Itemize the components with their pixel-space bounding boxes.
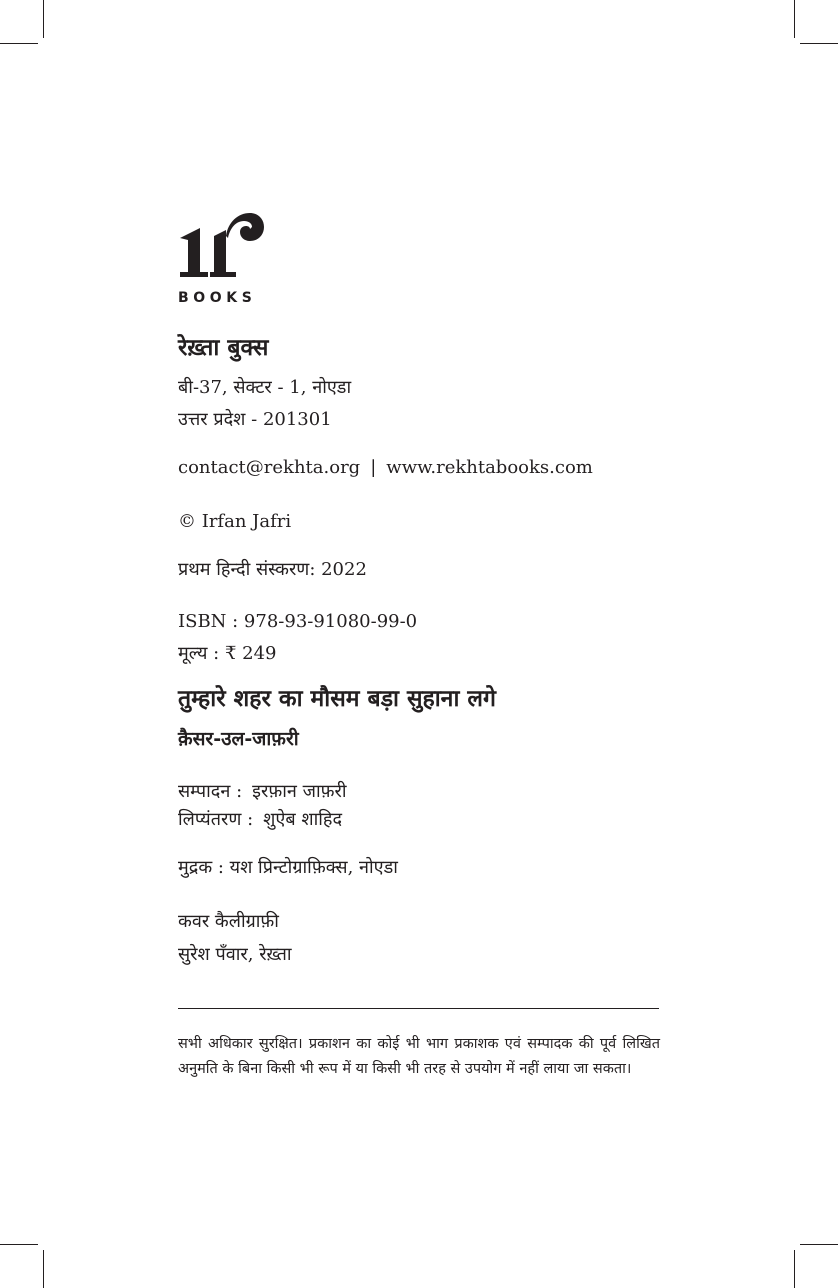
cover-calligraphy-label: कवर कैलीग्राफ़ी bbox=[178, 911, 279, 932]
address-line-2: उत्तर प्रदेश - 201301 bbox=[178, 409, 332, 430]
transliteration-credit bbox=[178, 808, 342, 832]
edition-line: प्रथम हिन्दी संस्करण: 2022 bbox=[178, 559, 367, 580]
website-link[interactable]: www.rekhtabooks.com bbox=[386, 457, 593, 478]
book-author: क़ैसर-उल-जाफ़री bbox=[178, 728, 299, 750]
crop-mark-bottom-left-vertical bbox=[43, 1250, 44, 1288]
publisher-logo bbox=[178, 210, 268, 310]
editing-value: इरफ़ान जाफ़री bbox=[252, 781, 347, 802]
crop-mark-top-left-vertical bbox=[43, 0, 44, 38]
crop-mark-top-left-horizontal bbox=[0, 43, 38, 44]
crop-mark-bottom-right-vertical bbox=[794, 1250, 795, 1288]
crop-mark-bottom-left-horizontal bbox=[0, 1244, 38, 1245]
rights-notice: सभी अधिकार सुरक्षित। प्रकाशन का कोई भी भाग प्रकाशक एवं सम्पादक की पूर्व लिखित अनुमति के बिना किसी भी रूप में या किसी भी तरह से उपयोग में नहीं लाया जा सकता। bbox=[178, 1036, 660, 1077]
rekhta-r-logo-icon bbox=[178, 210, 266, 280]
publisher-name: रेख़्ता बुक्स bbox=[178, 335, 269, 361]
contact-line bbox=[178, 456, 593, 480]
contact-email-link[interactable]: contact@rekhta.org bbox=[178, 457, 361, 478]
crop-mark-top-right-horizontal bbox=[800, 43, 838, 44]
transliteration-label: लिप्यंतरण : bbox=[178, 809, 254, 830]
cover-calligraphy-value: सुरेश पँवार, रेख़्ता bbox=[178, 944, 292, 965]
footer-divider bbox=[178, 1008, 659, 1009]
price-line: मूल्य : ₹ 249 bbox=[178, 643, 277, 664]
copyright-line: © Irfan Jafri bbox=[178, 511, 292, 532]
editing-credit bbox=[178, 780, 347, 804]
logo-wordmark: BOOKS bbox=[178, 290, 257, 306]
printer-credit: मुद्रक : यश प्रिन्टोग्राफ़िक्स, नोएडा bbox=[178, 857, 398, 878]
contact-divider: | bbox=[370, 457, 377, 478]
editing-label: सम्पादन : bbox=[178, 781, 243, 802]
crop-mark-top-right-vertical bbox=[794, 0, 795, 38]
book-title: तुम्हारे शहर का मौसम बड़ा सुहाना लगे bbox=[178, 686, 496, 712]
transliteration-value: शुऐब शाहिद bbox=[263, 809, 343, 830]
crop-mark-bottom-right-horizontal bbox=[800, 1244, 838, 1245]
address-line-1: बी-37, सेक्टर - 1, नोएडा bbox=[178, 377, 352, 398]
isbn-line: ISBN : 978-93-91080-99-0 bbox=[178, 611, 418, 632]
